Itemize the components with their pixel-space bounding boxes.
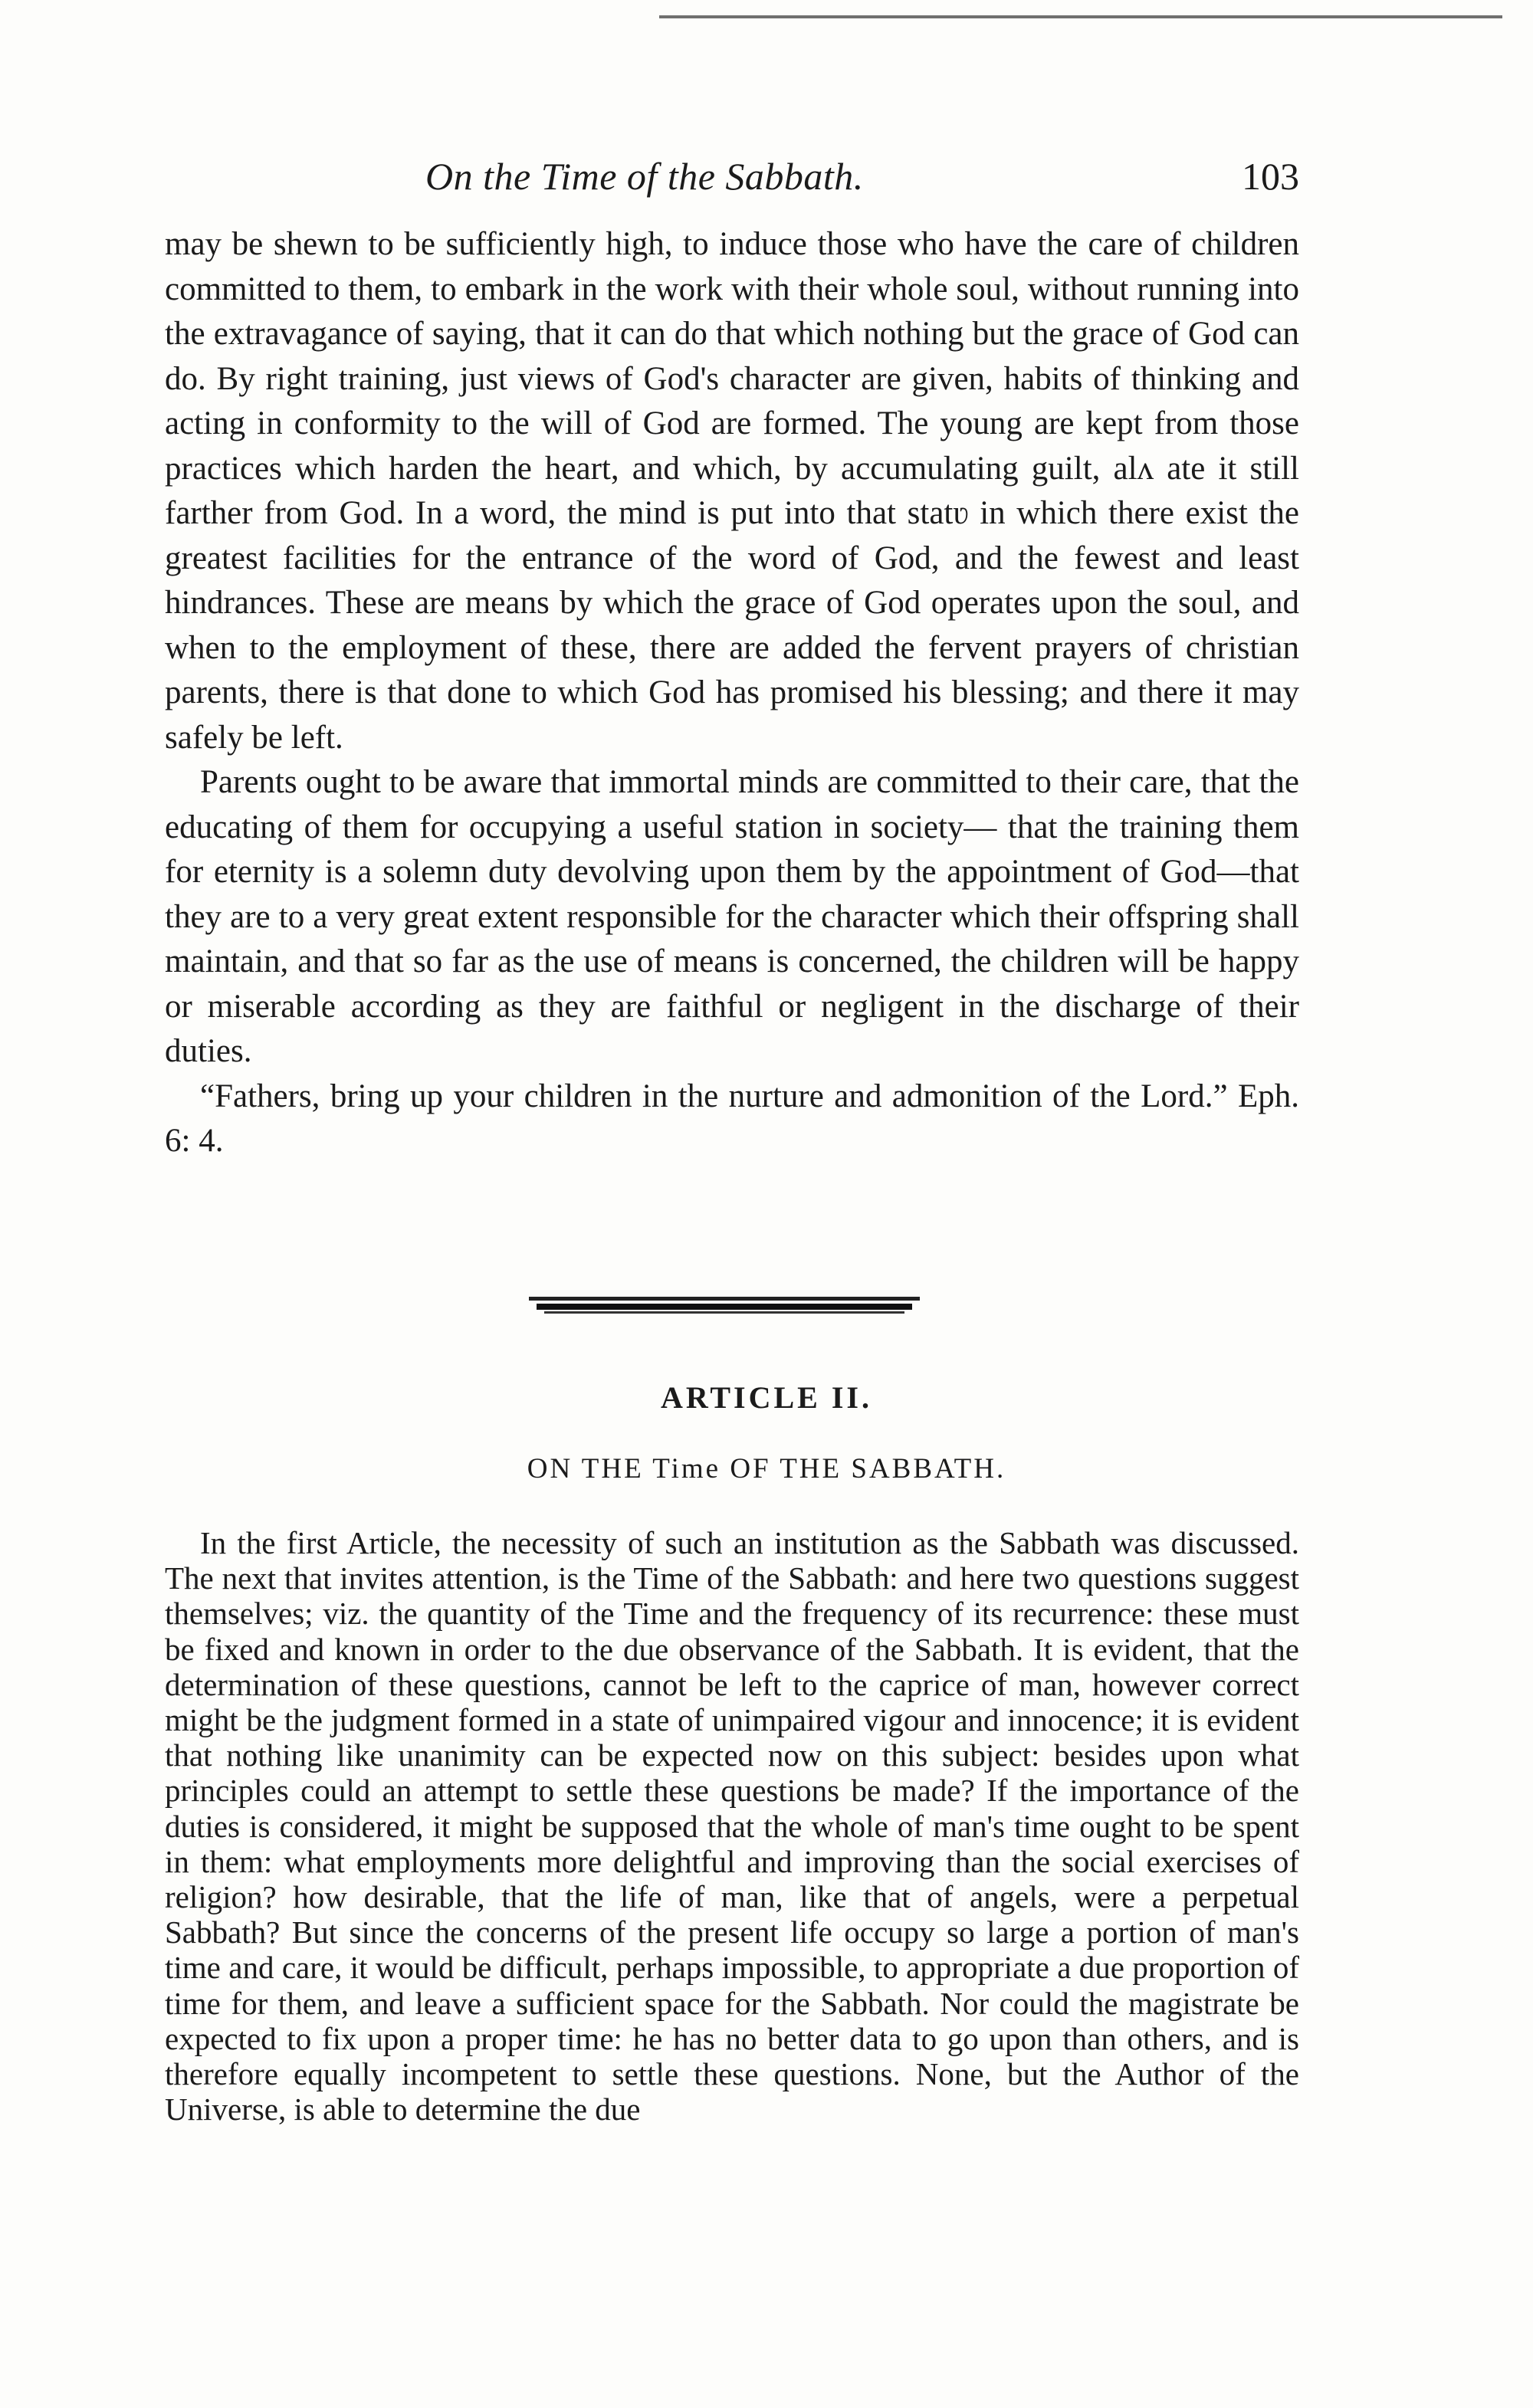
paragraph-first-article: In the first Article, the necessity of such an institution as the Sabbath was discussed. The next that invites attention, is the Time of the Sabbath: and here two questions suggest themselves; viz. the quantity of the Time and the frequency of its recurrence: these must be fixed and known in order to the due observance of the Sabbath. It is evident, that the determination of these questions, cannot be left to the caprice of man, however correct might be the judgment formed in a state of unimpaired vigour and innocence; it is evident that nothing like unanimity can be expected now on this subject: besides upon what principles could an attempt to settle these questions be made? If the importance of the duties is considered, it might be supposed that the whole of man's time ought to be spent in them: what employments more delightful and improving than the social exercises of religion? how desirable, that the life of man, like that of angels, were a perpetual Sabbath? But since the concerns of the present life occupy so large a portion of man's time and care, it would be difficult, perhaps impossible, to appropriate a due proportion of time for them, and leave a sufficient space for the Sabbath. Nor could the magistrate be expected to fix upon a proper time: he has no better data to go upon than others, and is therefore equally incompetent to settle these questions. None, but the Author of the Universe, is able to determine the due	[165, 1525, 1299, 2128]
section-divider-ornament	[529, 1297, 920, 1314]
article-subheading: ON THE Time OF THE SABBATH.	[527, 1453, 1006, 1484]
top-edge-rule	[659, 15, 1502, 18]
running-head	[165, 153, 1299, 207]
article-1-conclusion	[165, 222, 1299, 1164]
divider-rule-middle	[537, 1304, 912, 1310]
scripture-quote: “Fathers, bring up your children in the nurture and admonition of the Lord.” Eph. 6: 4.	[165, 1078, 1299, 1159]
paragraph-continued: may be shewn to be sufficiently high, to induce those who have the care of children committed to them, to embark in the work with their whole soul, without running into the extravagance of saying, that it can do that which nothing but the grace of God can do. By right training, just views of God's character are given, habits of thinking and acting in conformity to the will of God are formed. The young are kept from those practices which harden the heart, and which, by accumulating guilt, alʌ ate it still farther from God. In a word, the mind is put into that statʋ in which there exist the greatest facilities for the entrance of the word of God, and the fewest and least hindrances. These are means by which the grace of God operates upon the soul, and when to the employment of these, there are added the fervent prayers of christian parents, there is that done to which God has promised his blessing; and there it may safely be left.	[165, 226, 1299, 756]
article-heading: ARTICLE II.	[661, 1380, 872, 1415]
article-2-body	[165, 1525, 1299, 2127]
divider-rule-top	[529, 1297, 920, 1301]
paragraph-parents: Parents ought to be aware that immortal minds are committed to their care, that the educating of them for occupying a useful station in society— that the training them for eternity is a solemn duty devolving upon them by the appointment of God—that they are to a very great extent responsible for the character which their offspring shall maintain, and that so far as the use of means is concerned, the children will be happy or miserable according as they are faithful or negligent in the discharge of their duties.	[165, 764, 1299, 1069]
running-title: On the Time of the Sabbath.	[425, 155, 864, 198]
page-number: 103	[1242, 155, 1299, 198]
divider-rule-bottom	[544, 1311, 904, 1314]
